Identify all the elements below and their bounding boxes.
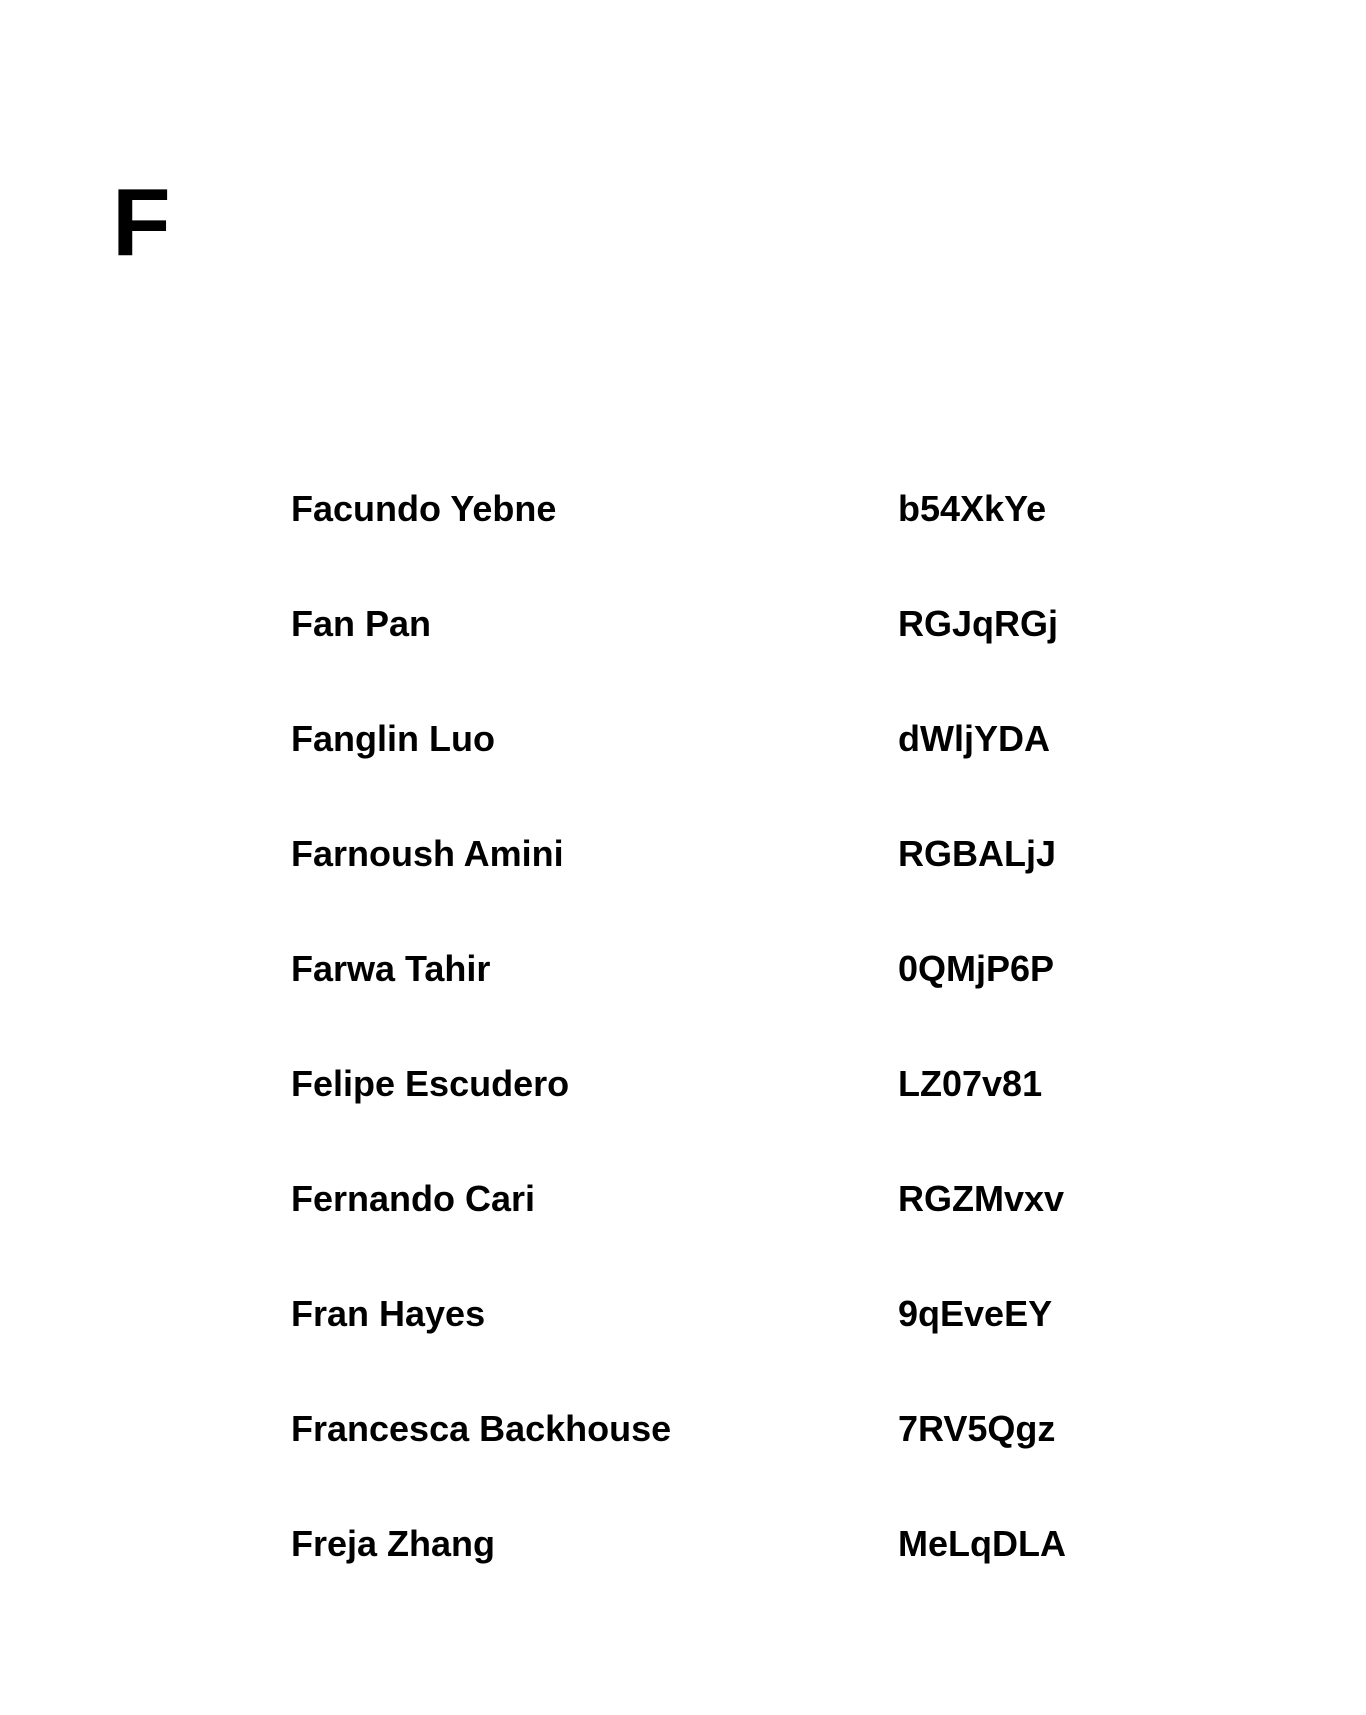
list-item bbox=[291, 602, 1191, 717]
person-name: Fan Pan bbox=[291, 603, 432, 644]
list-item bbox=[291, 1062, 1191, 1177]
person-name: Fernando Cari bbox=[291, 1178, 536, 1219]
person-name: Farwa Tahir bbox=[291, 948, 491, 989]
person-code: LZ07v81 bbox=[898, 1063, 1043, 1104]
person-name: Felipe Escudero bbox=[291, 1063, 570, 1104]
list-item bbox=[291, 947, 1191, 1062]
person-name: Fanglin Luo bbox=[291, 718, 495, 759]
person-code: dWljYDA bbox=[898, 718, 1050, 759]
person-name: Facundo Yebne bbox=[291, 488, 557, 529]
person-code: 7RV5Qgz bbox=[898, 1408, 1056, 1449]
name-list bbox=[291, 487, 1191, 1637]
person-code: RGBALjJ bbox=[898, 833, 1057, 874]
list-item bbox=[291, 1522, 1191, 1637]
person-name: Freja Zhang bbox=[291, 1523, 496, 1564]
list-item bbox=[291, 1177, 1191, 1292]
person-name: Farnoush Amini bbox=[291, 833, 564, 874]
person-code: RGJqRGj bbox=[898, 603, 1059, 644]
list-item bbox=[291, 717, 1191, 832]
person-code: b54XkYe bbox=[898, 488, 1047, 529]
person-name: Fran Hayes bbox=[291, 1293, 486, 1334]
person-code: RGZMvxv bbox=[898, 1178, 1065, 1219]
person-code: MeLqDLA bbox=[898, 1523, 1066, 1564]
person-code: 9qEveEY bbox=[898, 1293, 1053, 1334]
person-name: Francesca Backhouse bbox=[291, 1408, 672, 1449]
list-item bbox=[291, 1407, 1191, 1522]
section-letter-heading: F bbox=[112, 169, 171, 276]
list-item bbox=[291, 487, 1191, 602]
list-item bbox=[291, 1292, 1191, 1407]
list-item bbox=[291, 832, 1191, 947]
person-code: 0QMjP6P bbox=[898, 948, 1055, 989]
